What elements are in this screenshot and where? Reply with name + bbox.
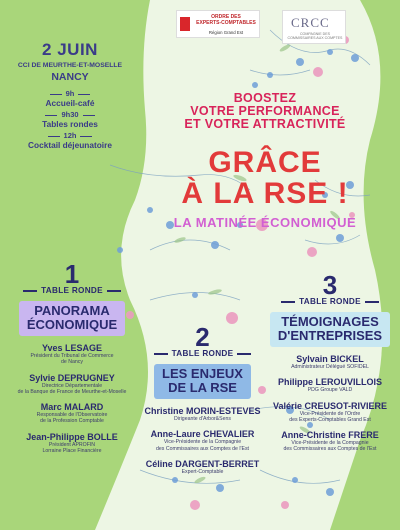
table-ronde-3 [266, 270, 394, 453]
speaker-name: Anne-Laure CHEVALIER [150, 429, 255, 440]
speaker-role: Vice-Présidente de la Compagnie [163, 439, 242, 446]
logos [176, 10, 346, 44]
speaker-role: Président du Tribunal de Commerce [30, 353, 114, 359]
event-info [10, 40, 130, 152]
speaker [12, 373, 132, 396]
speaker-name: Yves LESAGE [41, 343, 103, 353]
oec-logo-line1: ORDRE DES [211, 14, 241, 20]
event-city: NANCY [51, 71, 89, 83]
speaker-role: Vice-Présidente de la Compagnie [291, 440, 369, 447]
speaker-name: Marc MALARD [40, 402, 104, 413]
speaker-name: Christine MORIN-ESTEVES [144, 406, 261, 416]
speaker-role: Expert-Comptable [181, 468, 224, 475]
oec-logo-region: Région Grand Est [208, 30, 244, 35]
speaker [140, 459, 265, 475]
speaker-role: de la Profession Comptable [40, 418, 104, 425]
speaker [12, 402, 132, 425]
speaker [266, 377, 394, 393]
speaker [140, 429, 265, 452]
table-ronde-1 [12, 259, 132, 455]
headline [165, 92, 365, 230]
oec-logo-mark [180, 17, 190, 31]
table-title: LES ENJEUX DE LA RSE [140, 364, 265, 399]
speaker [266, 430, 394, 453]
table-number: 1 [64, 259, 80, 289]
crcc-logo [282, 10, 346, 44]
speaker [12, 432, 132, 455]
crcc-logo-name: CRCC [291, 15, 330, 30]
table-number: 2 [195, 322, 210, 352]
speaker-role: Président APROFIN [48, 441, 96, 448]
schedule-time: 12h [10, 131, 130, 140]
table-label: TABLE RONDE [140, 349, 265, 358]
speaker-name: Valérie CREUSOT-RIVIERE [272, 400, 388, 411]
table-title: TÉMOIGNAGES D'ENTREPRISES [266, 312, 394, 347]
speaker-role: Lorraine Place Financière [42, 448, 102, 455]
oec-logo [176, 10, 260, 38]
headline-boost-3: ET VOTRE ATTRACTIVITÉ [184, 117, 346, 131]
schedule-label: Cocktail déjeunatoire [28, 140, 112, 150]
speaker-name: Sylvie DEPRUGNEY [29, 372, 115, 383]
schedule-label: Accueil-café [45, 98, 95, 108]
speaker-name: Jean-Philippe BOLLE [26, 431, 118, 442]
speaker-role: Administrateur Délégué SOFIDEL [291, 364, 369, 370]
speaker-role: des Commissaires aux Comptes de l'Est [283, 446, 377, 453]
schedule-time: 9h [10, 89, 130, 98]
speaker-role: PDG Groupe VALD [307, 387, 353, 394]
speaker [266, 401, 394, 424]
schedule [10, 89, 130, 150]
speaker-name: Philippe LEROUVILLOIS [277, 377, 382, 388]
table-number: 3 [322, 270, 338, 300]
headline-boost-2: VOTRE PERFORMANCE [190, 104, 340, 118]
table-label: TABLE RONDE [12, 286, 132, 295]
speaker-role: des Experts-Comptables Grand Est [289, 416, 371, 423]
speaker-role: Dirigeante d'Arbor&Sens [174, 416, 231, 422]
headline-boost-1: BOOSTEZ [233, 91, 297, 105]
event-venue: CCI DE MEURTHE-ET-MOSELLE [17, 62, 123, 69]
speaker-role: Responsable de l'Observatoire [36, 412, 108, 419]
headline-subtitle: LA MATINÉE ÉCONOMIQUE [173, 215, 357, 230]
schedule-label: Tables rondes [42, 119, 98, 129]
speaker-role: Directrice Départementale [41, 382, 103, 389]
table-title: PANORAMA ÉCONOMIQUE [12, 301, 132, 336]
speaker [266, 354, 394, 370]
table-label: TABLE RONDE [266, 297, 394, 306]
oec-logo-line2: EXPERTS-COMPTABLES [196, 20, 256, 26]
speaker-name: Céline DARGENT-BERRET [145, 458, 260, 469]
headline-grace-1: GRÂCE [208, 146, 322, 179]
speaker-role: de la Banque de France de Meurthe-et-Moselle [17, 388, 127, 395]
speaker-role: des Commissaires aux Comptes de l'Est [156, 445, 249, 452]
headline-grace-2: À LA RSE ! [181, 177, 349, 210]
crcc-logo-subtitle: COMPAGNIE DES COMMISSAIRES AUX COMPTES [287, 32, 343, 40]
speaker-name: Sylvain BICKEL [296, 354, 364, 364]
speaker [12, 343, 132, 366]
speaker [140, 406, 265, 422]
event-date: 2 JUIN [42, 40, 98, 59]
schedule-time: 9h30 [10, 110, 130, 119]
table-ronde-2 [140, 322, 265, 475]
speaker-name: Anne-Christine FRERE [281, 430, 379, 441]
speaker-role: de Nancy [61, 359, 83, 366]
oec-logo-text [193, 14, 259, 26]
speaker-role: Vice-Présidente de l'Ordre [299, 410, 361, 417]
